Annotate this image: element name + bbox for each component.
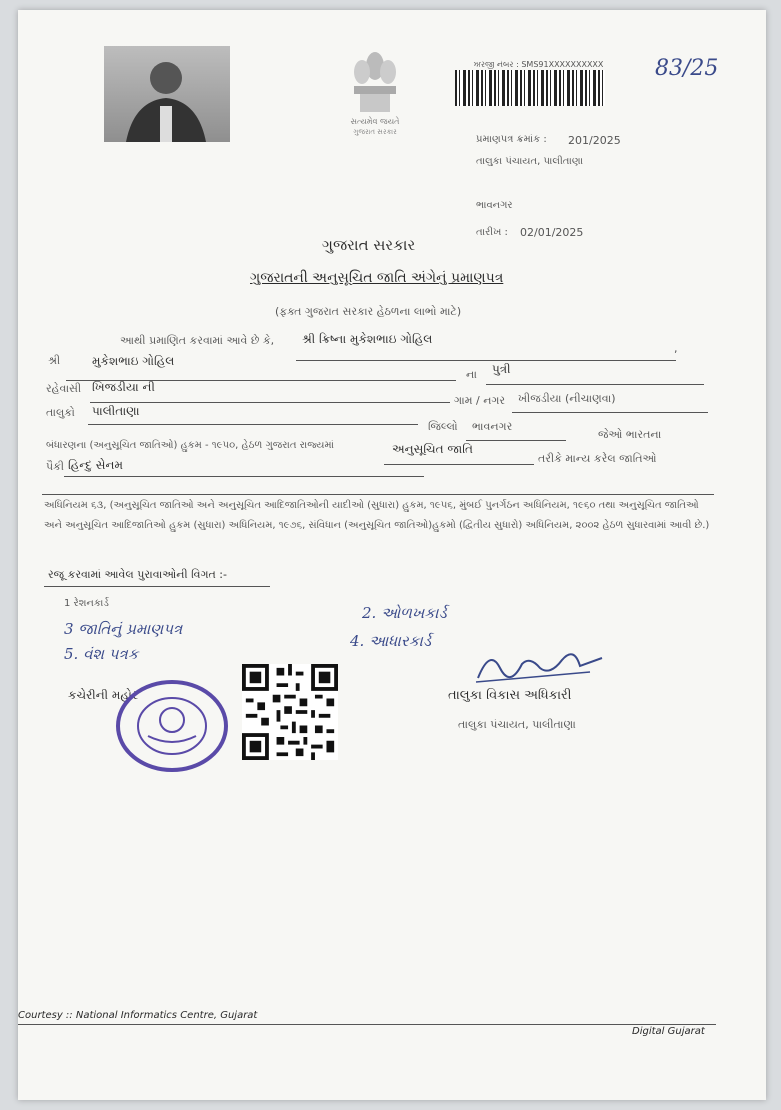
taluka-label: તાલુકો (46, 406, 75, 419)
relation: પુત્રી (492, 362, 511, 376)
legal-paragraph: અધિનિયમ ૬૩, (અનુસૂચિત જાતિઓ અને અનુસૂચિત આદિજાતિઓની યાદીઓ (સુધારા) હુકમ, ૧૯૫૬, મુંબઈ પુનર્ગઠન અધિનિયમ, ૧૯૬૦ તથા અનુસૂચિત જાતિઓ અને અનુસૂચિત આદિજાતિઓ હુકમ (સુધારા) અધિનિયમ, ૧૯૭૬, સંવિધાન (અનુસૂચિત જાતિઓ)હુકમો (દ્વિતીય સુધારો) અધિનિયમ, ૨૦૦૨ હેઠળ સુધારવામાં આવી છે.) (44, 500, 710, 531)
applicant-photo (104, 46, 230, 142)
father-prefix: શ્રી (48, 354, 61, 367)
certificate-subtitle: (ફક્ત ગુજરાત સરકાર હેઠળના લાભો માટે) (275, 305, 462, 318)
certificate-number: 201/2025 (568, 134, 621, 147)
district-label: જિલ્લો (428, 420, 458, 433)
evidence-item-2: 2. ઓળખકાર્ડ (362, 604, 447, 622)
evidence-item-5: 5. વંશ પત્રક (64, 645, 139, 663)
relation-label: ના (466, 368, 477, 381)
office-seal-stamp (114, 678, 230, 774)
person-silhouette-icon (104, 46, 230, 142)
issue-place: ભાવનગર (476, 200, 513, 211)
government-title: ગુજરાત સરકાર (322, 236, 416, 254)
officer-signature (470, 638, 610, 690)
caste-prefix: પૈકી (46, 460, 65, 473)
evidence-item-3: 3 જાતિનું પ્રમાણપત્ર (64, 620, 183, 638)
comma: , (674, 342, 678, 355)
svg-text:ગુજરાત સરકાર: ગુજરાત સરકાર (353, 128, 397, 136)
village-label: ગામ / નગર (454, 394, 506, 407)
recognized-text: તરીકે માન્ય કરેલ જાતિઓ (538, 452, 657, 465)
certificate-title: ગુજરાતની અનુસૂચિત જાતિ અંગેનું પ્રમાણપત્ર (250, 270, 504, 286)
issue-date: 02/01/2025 (520, 226, 584, 239)
issuing-office: તાલુકા પંચાયત, પાલીતાણા (476, 156, 584, 167)
office-seal-label: કચેરીની મહોર (68, 688, 139, 702)
state-text: જેઓ ભારતના (598, 428, 662, 441)
state-emblem-icon (340, 44, 410, 139)
address: ખિજડીયા ની (92, 380, 155, 394)
evidence-item-4: 4. આધારકાર્ડ (350, 632, 432, 650)
issue-date-label: તારીખ : (476, 227, 508, 238)
applicant-name: શ્રી ક્રિષ્ના મુકેશભાઇ ગોહિલ (302, 332, 433, 346)
order-text: બંધારણના (અનુસૂચિત જાતિઓ) હુકમ - ૧૯૫૦, હેઠળ ગુજરાત રાજ્યમાં (46, 440, 334, 451)
verification-qr-code (242, 664, 338, 760)
application-number: ਅરજી નંબર : SMS91XXXXXXXXXX (474, 60, 604, 69)
taluka: પાલીતાણા (92, 404, 140, 418)
caste: હિન્દુ સેનમ (68, 458, 123, 472)
svg-text:સત્યમેવ જયતે: સત્યમેવ જયતે (350, 117, 400, 126)
district: ભાવનગર (472, 420, 513, 433)
corner-note: 83/25 (655, 56, 719, 81)
footer-courtesy: Courtesy :: National Informatics Centre, Gujarat (18, 1010, 258, 1021)
caste-type: અનુસૂચિત જાતિ (392, 442, 473, 456)
officer-office: તાલુકા પંચાયત, પાલીતાણા (458, 718, 576, 731)
evidence-heading: રજૂ કરવામાં આવેલ પુરાવાઓની વિગત :- (48, 568, 227, 581)
evidence-item-1: 1 રેશનકાર્ડ (64, 598, 109, 609)
barcode (455, 70, 605, 106)
certify-text: આથી પ્રમાણિત કરવામાં આવે છે કે, (120, 334, 275, 347)
address-label: રહેવાસી (46, 382, 82, 395)
certificate-page (18, 10, 766, 1100)
officer-title: તાલુકા વિકાસ અધિકારી (448, 688, 572, 703)
village: ખીજડીયા (નીચાણવા) (518, 392, 616, 405)
footer-digital-gujarat: Digital Gujarat (632, 1026, 705, 1037)
father-name: મુકેશભાઇ ગોહિલ (92, 354, 175, 368)
certificate-number-label: પ્રમાણપત્ર ક્રમાંક : (476, 134, 547, 145)
